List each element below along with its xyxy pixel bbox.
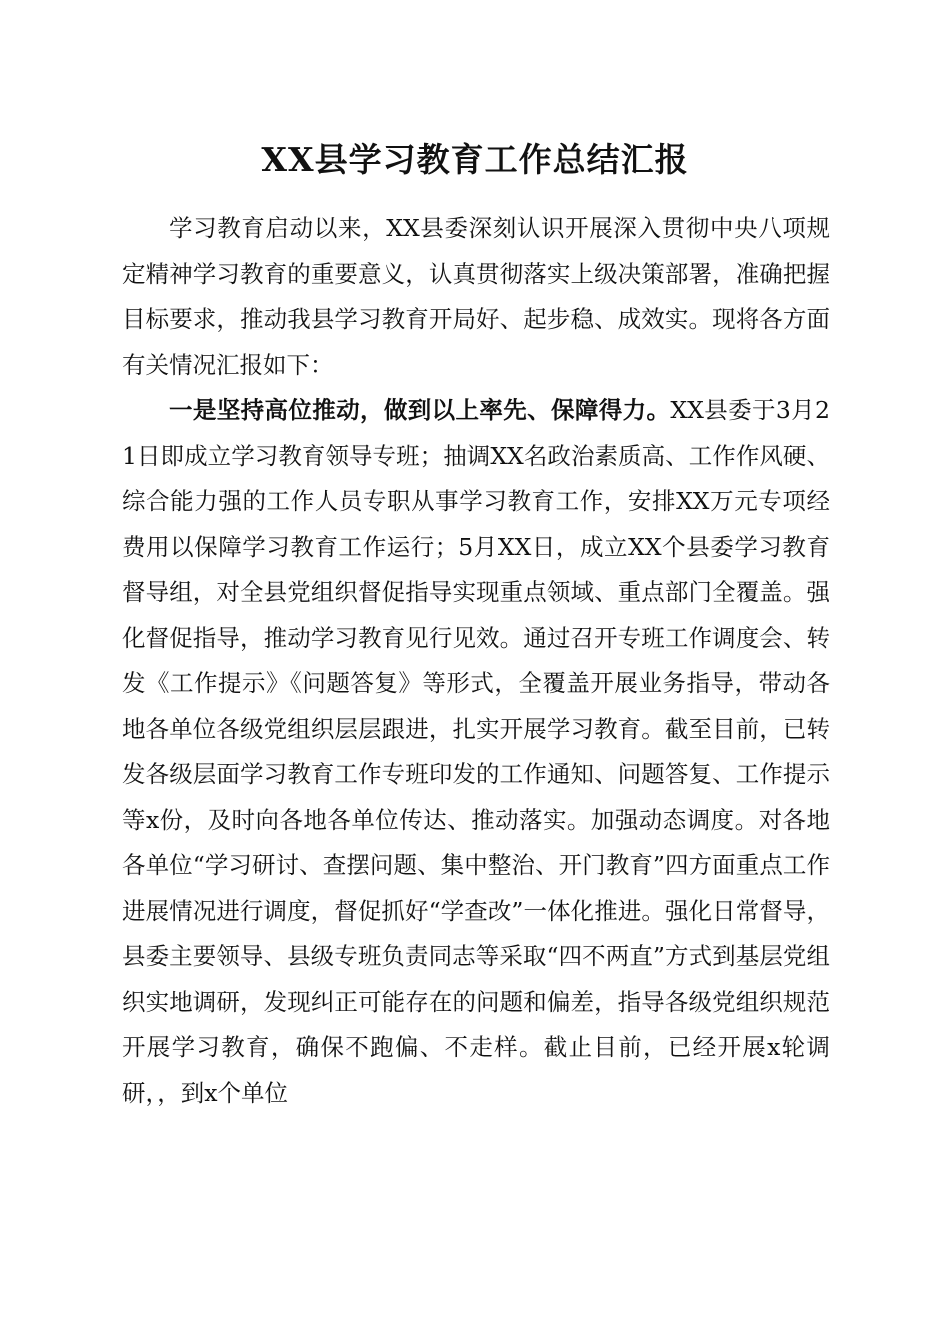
- paragraph-first-point: [122, 388, 830, 1116]
- document-title: XX县学习教育工作总结汇报: [261, 140, 689, 179]
- paragraph-first-point-body: XX县委于3月21日即成立学习教育领导专班；抽调XX名政治素质高、工作作风硬、综合能力强的工作人员专职从事学习教育工作，安排XX万元专项经费用以保障学习教育工作运行；5月XX日，成立XX个县委学习教育督导组，对全县党组织督促指导实现重点领域、重点部门全覆盖。强化督促指导，推动学习教育见行见效。通过召开专班工作调度会、转发《工作提示》《问题答复》等形式，全覆盖开展业务指导，带动各地各单位各级党组织层层跟进，扎实开展学习教育。截至目前，已转发各级层面学习教育工作专班印发的工作通知、问题答复、工作提示等x份，及时向各地各单位传达、推动落实。加强动态调度。对各地各单位“学习研讨、查摆问题、集中整治、开门教育”四方面重点工作进展情况进行调度，督促抓好“学查改”一体化推进。强化日常督导，县委主要领导、县级专班负责同志等采取“四不两直”方式到基层党组织实地调研，发现纠正可能存在的问题和偏差，指导各级党组织规范开展学习教育，确保不跑偏、不走样。截止目前，已经开展x轮调研，，到x个单位: [122, 396, 830, 1107]
- paragraph-intro: 学习教育启动以来，XX县委深刻认识开展深入贯彻中央八项规定精神学习教育的重要意义，认真贯彻落实上级决策部署，准确把握目标要求，推动我县学习教育开局好、起步稳、成效实。现将各方面有关情况汇报如下：: [122, 214, 830, 379]
- paragraph-lead-heading: 一是坚持高位推动，做到以上率先、保障得力。: [169, 396, 671, 424]
- document-body: [122, 206, 830, 1116]
